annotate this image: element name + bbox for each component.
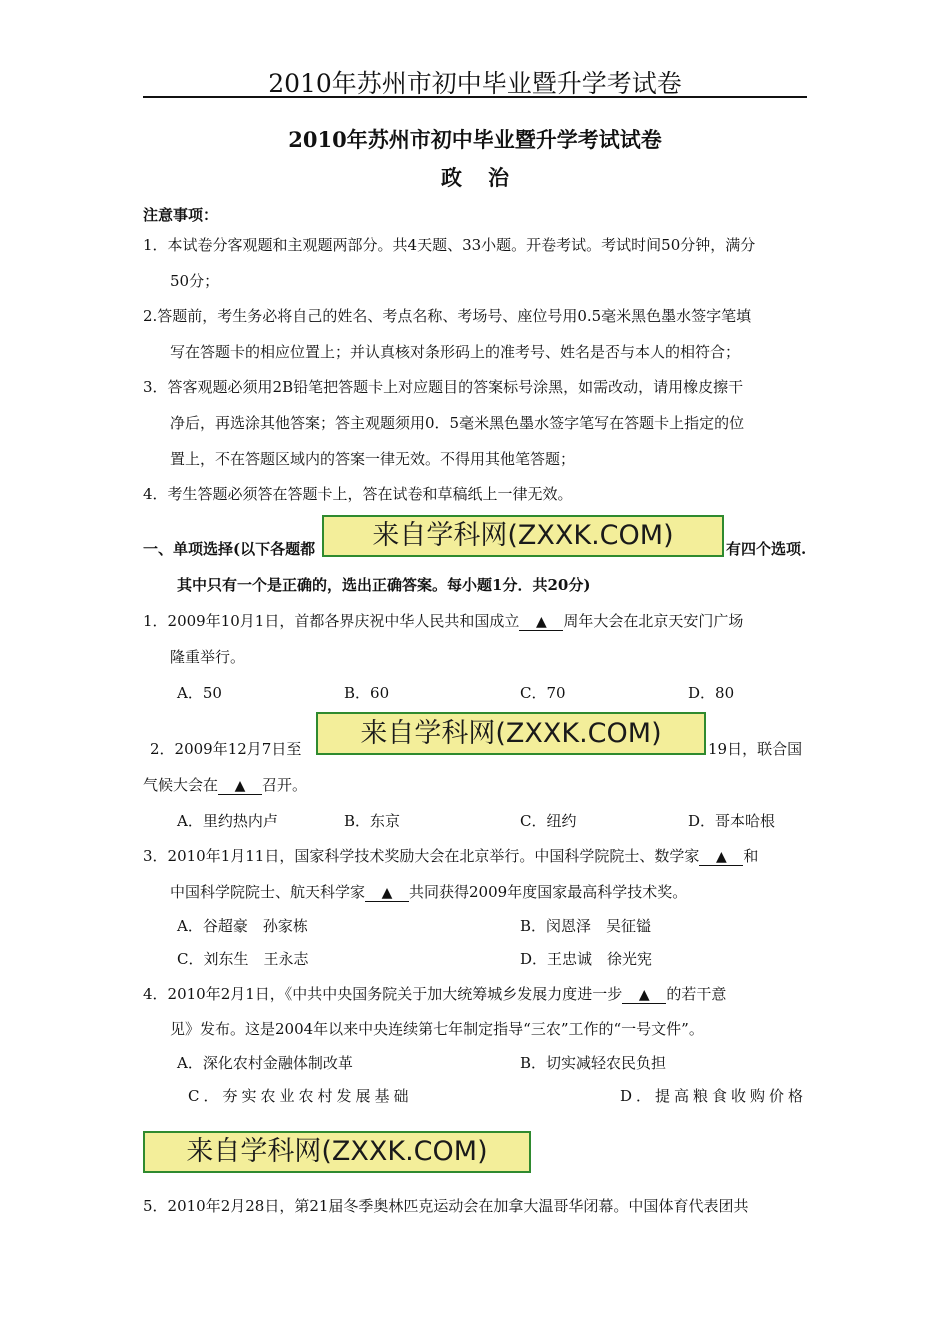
answer-blank: ▲ <box>365 885 409 902</box>
watermark-banner: 来自学科网(ZXXK.COM) <box>143 1131 531 1173</box>
option-c: C．70 <box>520 684 566 702</box>
watermark-banner: 来自学科网(ZXXK.COM) <box>322 515 724 557</box>
option-d: D．王忠诚 徐光宪 <box>520 950 653 968</box>
option-c: C．夯实农业农村发展基础 <box>188 1087 413 1105</box>
question-4-line2: 见》发布。这是2004年以来中央连续第七年制定指导“三农”工作的“一号文件”。 <box>170 1020 704 1038</box>
notice-line: 2.答题前，考生务必将自己的姓名、考点名称、考场号、座位号用0.5毫米黑色墨水签字笔填 <box>143 307 752 325</box>
question-3-line1 <box>143 845 758 866</box>
q2-text-a: 2．2009年12月7日至 <box>150 740 302 758</box>
q3-text-c: 中国科学院院士、航天科学家 <box>170 883 366 901</box>
notice-line: 4．考生答题必须答在答题卡上，答在试卷和草稿纸上一律无效。 <box>143 485 573 503</box>
question-4-line1 <box>143 983 726 1004</box>
option-a: A．50 <box>177 684 222 702</box>
answer-blank: ▲ <box>218 778 262 795</box>
notice-line: 1．本试卷分客观题和主观题两部分。共4天题、33小题。开卷考试。考试时间50分钟，满分 <box>143 236 756 254</box>
answer-blank: ▲ <box>622 987 666 1004</box>
exam-title: 2010年苏州市初中毕业暨升学考试试卷 <box>288 127 662 152</box>
option-a: A．深化农村金融体制改革 <box>177 1054 353 1072</box>
option-b: B．东京 <box>344 812 401 830</box>
answer-blank: ▲ <box>699 849 743 866</box>
option-d: D．提高粮食收购价格 <box>620 1087 808 1105</box>
q3-text-b: 和 <box>743 847 759 865</box>
section-heading-left: 一、单项选择(以下各题都 <box>143 540 316 558</box>
question-1-line1 <box>143 610 743 631</box>
option-b: B．闵恩泽 吴征镒 <box>520 917 652 935</box>
question-3-line2 <box>170 881 687 902</box>
header-rule <box>143 96 807 98</box>
notice-line: 置上，不在答题区域内的答案一律无效。不得用其他笔答题； <box>170 450 576 468</box>
option-d: D．80 <box>688 684 735 702</box>
q2-text-d: 召开。 <box>262 776 308 794</box>
option-b: B．切实减轻农民负担 <box>520 1054 667 1072</box>
option-d: D．哥本哈根 <box>688 812 776 830</box>
watermark-banner: 来自学科网(ZXXK.COM) <box>316 712 706 755</box>
running-header: 2010年苏州市初中毕业暨升学考试卷 <box>268 69 682 98</box>
option-a: A．里约热内卢 <box>177 812 278 830</box>
option-a: A．谷超豪 孙家栋 <box>177 917 308 935</box>
answer-blank: ▲ <box>519 614 563 631</box>
notice-line: 写在答题卡的相应位置上；并认真核对条形码上的准考号、姓名是否与本人的相符合； <box>170 343 741 361</box>
notice-heading: 注意事项： <box>143 206 219 224</box>
question-2-line2 <box>143 774 307 795</box>
notice-line: 50分； <box>170 272 220 290</box>
q1-text-a: 1．2009年10月1日，首都各界庆祝中华人民共和国成立 <box>143 612 520 630</box>
section-heading-right: 有四个选项. <box>726 540 807 558</box>
q2-text-b: 19日，联合国 <box>708 740 803 758</box>
q3-text-d: 共同获得2009年度国家最高科学技术奖。 <box>409 883 688 901</box>
q4-text-b: 的若干意 <box>666 985 727 1003</box>
section-heading-line2: 其中只有一个是正确的，选出正确答案。每小题1分．共20分) <box>177 576 591 594</box>
q2-text-c: 气候大会在 <box>143 776 219 794</box>
q1-text-b: 周年大会在北京天安门广场 <box>563 612 744 630</box>
question-5-line1: 5．2010年2月28日，第21届冬季奥林匹克运动会在加拿大温哥华闭幕。中国体育代表团共 <box>143 1197 749 1215</box>
q4-text-a: 4．2010年2月1日，《中共中央国务院关于加大统筹城乡发展力度进一步 <box>143 985 623 1003</box>
subject-title: 政治 <box>441 165 535 190</box>
option-c: C．刘东生 王永志 <box>177 950 309 968</box>
q3-text-a: 3．2010年1月11日，国家科学技术奖励大会在北京举行。中国科学院院士、数学家 <box>143 847 700 865</box>
option-b: B．60 <box>344 684 390 702</box>
question-1-line2: 隆重举行。 <box>170 648 246 666</box>
option-c: C．纽约 <box>520 812 577 830</box>
notice-line: 3．答客观题必须用2B铅笔把答题卡上对应题目的答案标号涂黑，如需改动，请用橡皮擦干 <box>143 378 744 396</box>
notice-line: 净后，再选涂其他答案；答主观题须用0．5毫米黑色墨水签字笔写在答题卡上指定的位 <box>170 414 745 432</box>
